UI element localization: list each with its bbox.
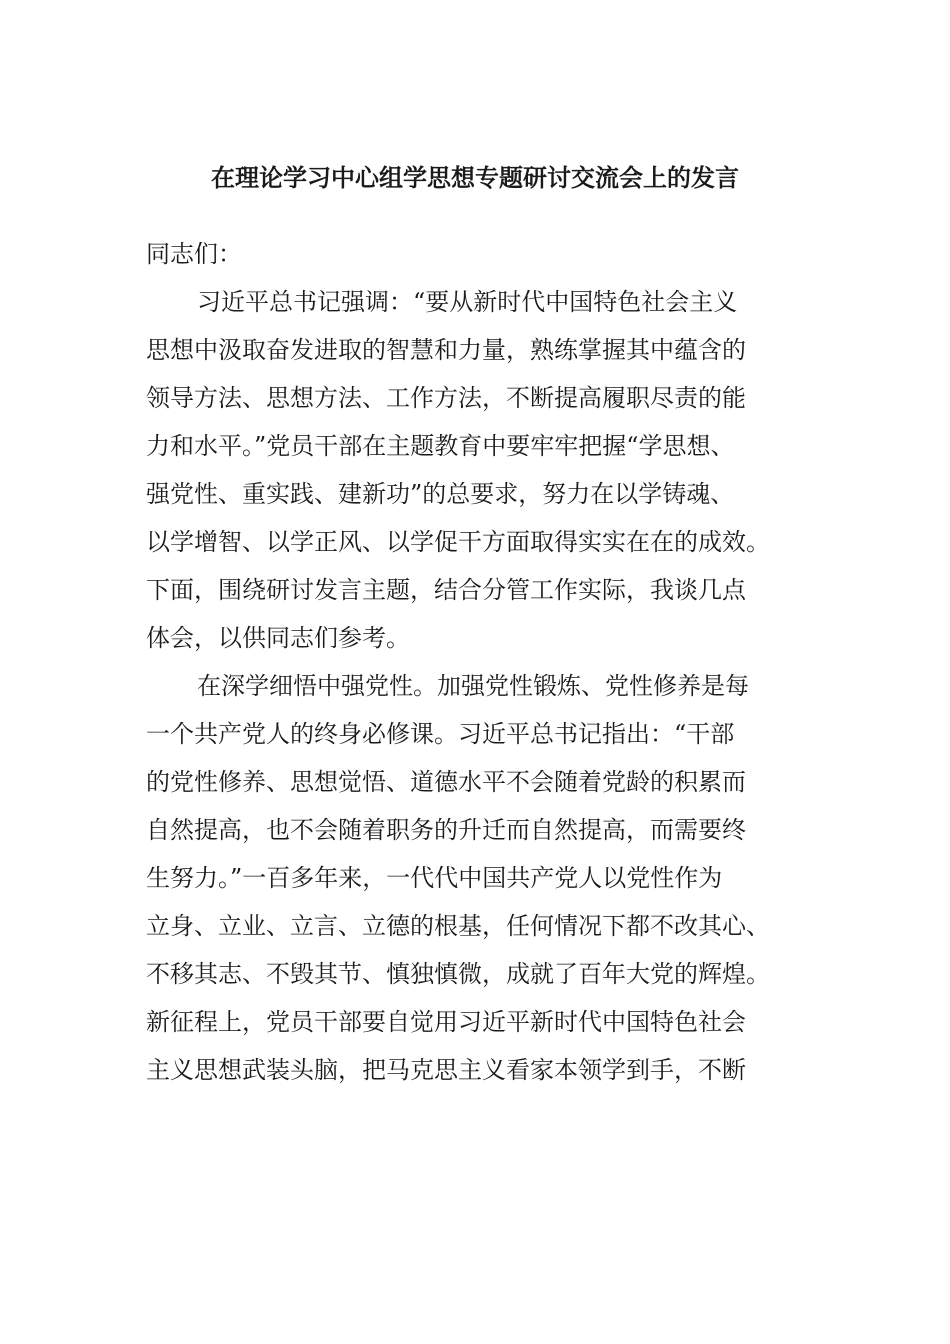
body-line: 强党性、重实践、建新功”的总要求，努力在以学铸魂、 — [146, 480, 735, 508]
body-line: 领导方法、思想方法、工作方法，不断提高履职尽责的能 — [146, 384, 746, 412]
body-line: 下面，围绕研讨发言主题，结合分管工作实际，我谈几点 — [146, 576, 746, 604]
body-line: 自然提高，也不会随着职务的升迁而自然提高，而需要终 — [146, 816, 746, 844]
body-line: 一个共产党人的终身必修课。习近平总书记指出：“干部 — [146, 720, 735, 748]
body-line: 在深学细悟中强党性。加强党性锻炼、党性修养是每 — [197, 672, 749, 700]
body-line: 以学增智、以学正风、以学促干方面取得实实在在的成效。 — [146, 528, 770, 556]
body-line: 体会，以供同志们参考。 — [146, 624, 410, 652]
body-line: 的党性修养、思想觉悟、道德水平不会随着党龄的积累而 — [146, 768, 746, 796]
body-line: 不移其志、不毁其节、慎独慎微，成就了百年大党的辉煌。 — [146, 960, 770, 988]
body-line: 力和水平。”党员干部在主题教育中要牢牢把握“学思想、 — [146, 432, 735, 460]
document-title: 在理论学习中心组学思想专题研讨交流会上的发言 — [211, 163, 739, 192]
body-line: 立身、立业、立言、立德的根基，任何情况下都不改其心、 — [146, 912, 770, 940]
body-line: 新征程上，党员干部要自觉用习近平新时代中国特色社会 — [146, 1008, 746, 1036]
salutation: 同志们： — [146, 240, 242, 268]
body-line: 习近平总书记强调：“要从新时代中国特色社会主义 — [197, 288, 738, 316]
body-line: 生努力。”一百多年来，一代代中国共产党人以党性作为 — [146, 864, 723, 892]
body-line: 主义思想武装头脑，把马克思主义看家本领学到手，不断 — [146, 1056, 746, 1084]
body-line: 思想中汲取奋发进取的智慧和力量，熟练掌握其中蕴含的 — [146, 336, 746, 364]
